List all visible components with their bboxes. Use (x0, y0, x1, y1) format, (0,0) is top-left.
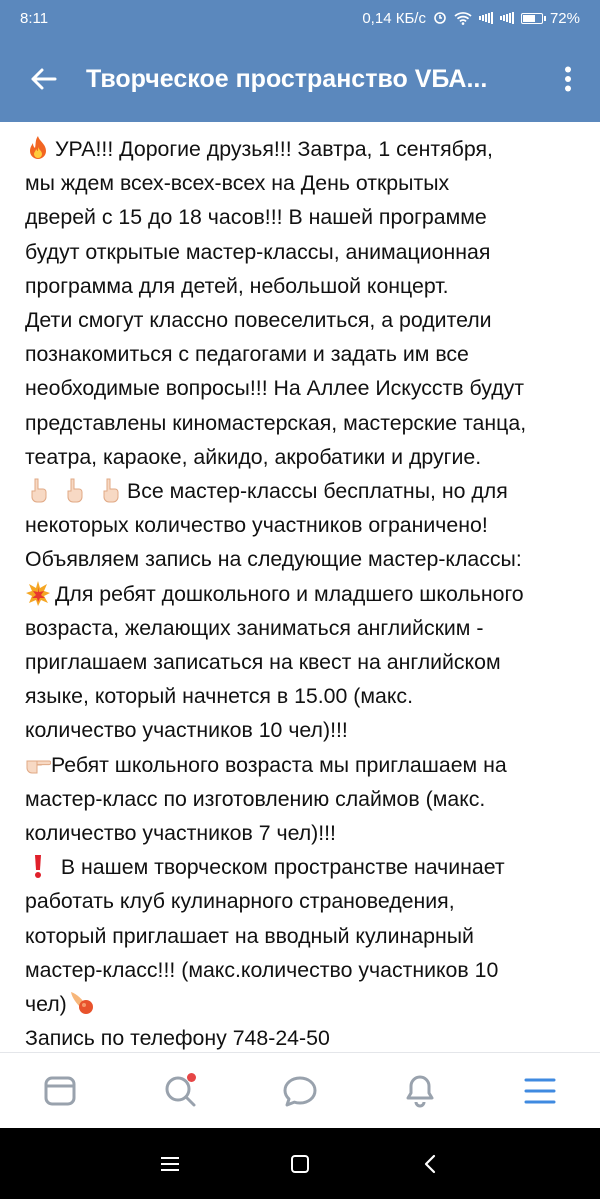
bottom-tab-bar (0, 1052, 600, 1128)
point-right-emoji-icon (25, 751, 51, 777)
system-nav-bar (0, 1128, 600, 1199)
network-speed: 0,14 КБ/с (362, 9, 426, 27)
fire-emoji-icon (25, 135, 51, 161)
post-line: будут открытые мастер-классы, анимационная (25, 239, 491, 264)
recent-apps-button[interactable] (150, 1144, 190, 1184)
tab-news[interactable] (30, 1061, 90, 1121)
hamburger-menu-icon (524, 1077, 556, 1105)
tab-menu[interactable] (510, 1061, 570, 1121)
arrow-left-icon (29, 67, 57, 91)
battery-percent: 72% (549, 9, 580, 27)
post-line: Запись по телефону 748-24-50 (25, 1026, 330, 1051)
signal-icon-2 (500, 12, 514, 24)
post-line: Ребят школьного возраста мы приглашаем на (25, 748, 585, 782)
app-header (0, 36, 600, 122)
post-line: Все мастер-классы бесплатны, но для (25, 474, 585, 508)
post-line: УРА!!! Дорогие друзья!!! Завтра, 1 сентября, (25, 132, 585, 166)
tab-messages[interactable] (270, 1061, 330, 1121)
point-up-emoji-icon (97, 477, 123, 503)
post-line: мастер-класс!!! (макс.количество участников 10 (25, 957, 499, 982)
point-up-emoji-icon (25, 477, 51, 503)
post-line: количество участников 10 чел)!!! (25, 718, 348, 743)
battery-icon (521, 13, 543, 24)
post-line: познакомиться с педагогами и задать им все (25, 342, 469, 367)
post-line: Дети смогут классно повеселиться, а родители (25, 308, 492, 333)
bell-icon (403, 1074, 437, 1108)
collision-emoji-icon (25, 580, 51, 606)
signal-icon-1 (479, 12, 493, 24)
post-line: некоторых количество участников ограничено! (25, 513, 488, 538)
post-line: который приглашает на вводный кулинарный (25, 923, 474, 948)
alarm-icon (433, 11, 447, 25)
post-line: количество участников 7 чел)!!! (25, 821, 336, 846)
system-back-button[interactable] (410, 1144, 450, 1184)
post-line: Объявляем запись на следующие мастер-классы: (25, 547, 522, 572)
post-text (25, 132, 585, 1055)
wifi-icon (454, 11, 472, 25)
notification-dot (187, 1073, 196, 1082)
post-line: возраста, желающих заниматься английским - (25, 615, 484, 640)
back-button[interactable] (0, 36, 86, 122)
post-line: языке, который начнется в 15.00 (макс. (25, 684, 413, 709)
post-line: представлены киномастерская, мастерские танца, (25, 410, 527, 435)
square-icon (290, 1154, 310, 1174)
comet-emoji-icon (69, 990, 95, 1016)
home-button[interactable] (280, 1144, 320, 1184)
status-indicators (362, 10, 580, 27)
menu-lines-icon (160, 1156, 180, 1172)
post-line: чел) (25, 987, 585, 1021)
post-line: В нашем творческом пространстве начинает (25, 850, 585, 884)
news-icon (43, 1074, 77, 1108)
tab-notifications[interactable] (390, 1061, 450, 1121)
exclamation-emoji-icon (25, 853, 51, 879)
tab-search[interactable] (150, 1061, 210, 1121)
post-line: приглашаем записаться на квест на английском (25, 650, 501, 675)
post-line: работать клуб кулинарного страноведения, (25, 889, 455, 914)
post-line: необходимые вопросы!!! На Аллее Искусств будут (25, 376, 525, 401)
more-vertical-icon (564, 66, 572, 92)
chevron-left-icon (423, 1154, 437, 1174)
post-line: мастер-класс по изготовлению слаймов (макс. (25, 786, 486, 811)
status-bar (0, 0, 600, 36)
page-title: Творческое пространство VБА... (86, 64, 488, 93)
chat-icon (282, 1074, 318, 1108)
status-time: 8:11 (20, 9, 49, 27)
post-line: дверей с 15 до 18 часов!!! В нашей программе (25, 205, 487, 230)
post-line: Для ребят дошкольного и младшего школьного (25, 577, 585, 611)
post-line: театра, караоке, айкидо, акробатики и другие. (25, 444, 482, 469)
more-options-button[interactable] (536, 36, 600, 122)
post-line: программа для детей, небольшой концерт. (25, 273, 449, 298)
point-up-emoji-icon (61, 477, 87, 503)
post-line: мы ждем всех-всех-всех на День открытых (25, 171, 450, 196)
